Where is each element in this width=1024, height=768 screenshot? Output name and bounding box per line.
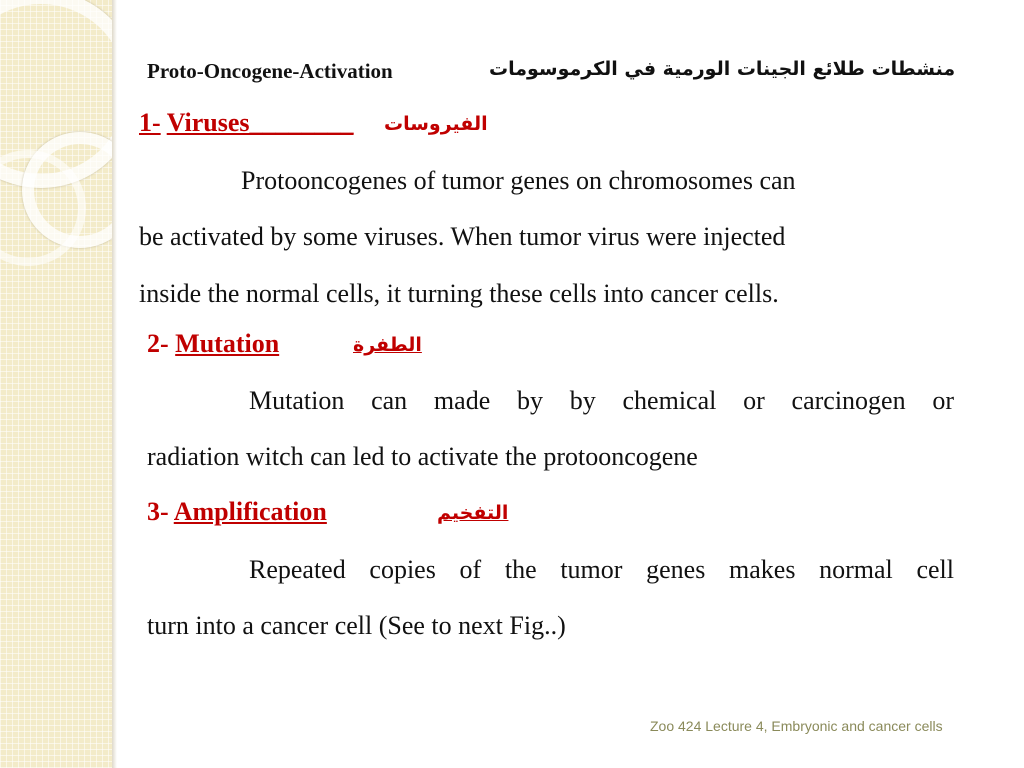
section-heading-amplification [147,497,327,527]
paragraph-line: be activated by some viruses. When tumor virus were injected [139,222,786,251]
paragraph-line: turn into a cancer cell (See to next Fig..) [147,611,566,640]
section-title: Mutation [175,329,280,358]
section-heading-mutation [147,329,279,359]
heading-underline: ________ [249,108,354,137]
paragraph-line: Protooncogenes of tumor genes on chromosomes can [241,166,796,195]
section-title: Amplification [173,497,327,526]
section-heading-arabic: التفخيم [437,502,509,524]
paragraph-line: inside the normal cells, it turning these cells into cancer cells. [139,279,779,308]
slide-footer: Zoo 424 Lecture 4, Embryonic and cancer cells [650,718,943,734]
section-number: 2- [147,329,169,358]
section-number: 1- [139,108,161,137]
section-heading-arabic: الفيروسات [384,113,488,135]
section-heading-viruses [139,108,354,138]
decorative-sidebar [0,0,112,768]
section-heading-arabic: الطفرة [353,334,422,356]
section-title: Viruses [166,108,250,137]
paragraph-line: Mutation can made by by chemical or carcinogen or [249,386,954,415]
paragraph-line: radiation witch can led to activate the protooncogene [147,442,698,471]
slide-title: Proto-Oncogene-Activation [147,59,393,83]
section-number: 3- [147,497,169,526]
paragraph-line: Repeated copies of the tumor genes makes normal cell [249,555,954,584]
slide-title-arabic: منشطات طلائع الجينات الورمية في الكرموسومات [489,58,956,80]
sidebar-shadow [112,0,117,768]
